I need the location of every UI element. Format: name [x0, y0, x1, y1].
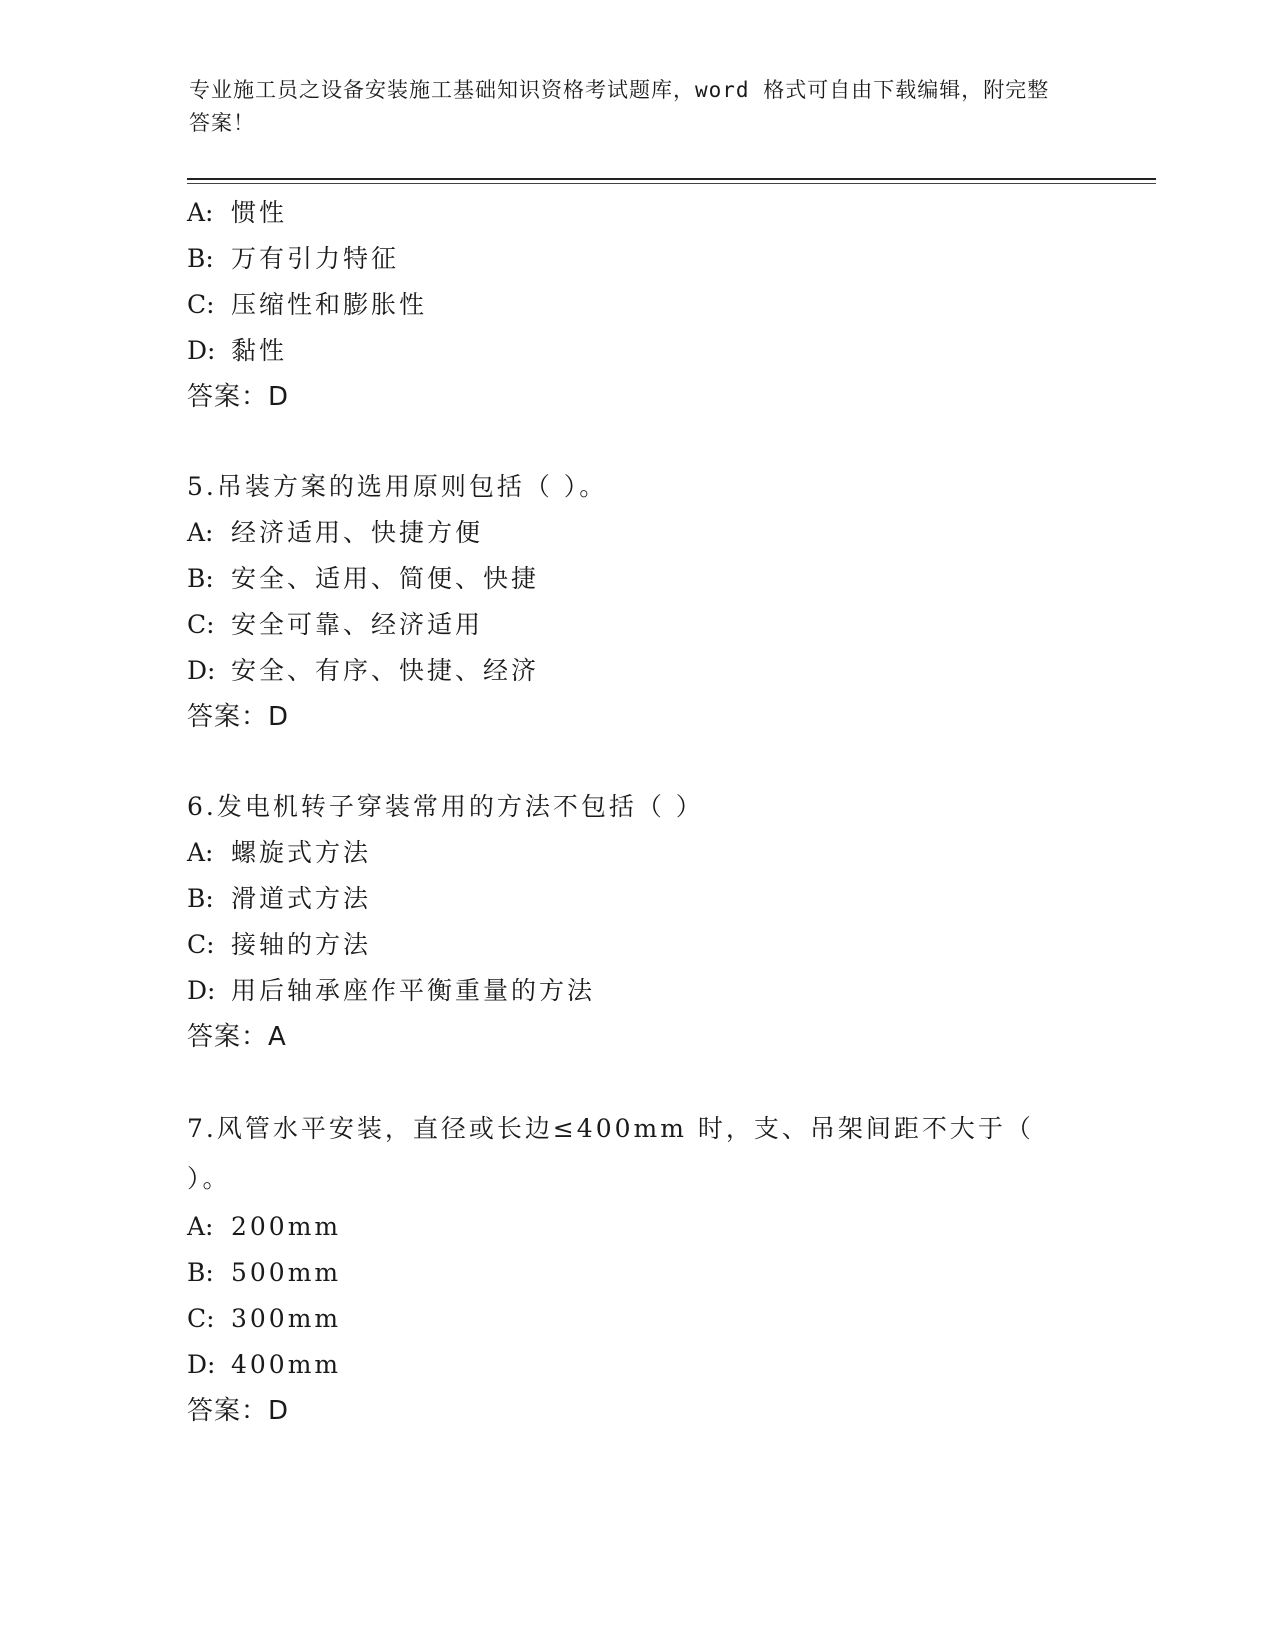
option-a: [187, 1204, 1087, 1250]
option-text: 万有引力特征: [231, 244, 400, 273]
option-text: 黏性: [231, 336, 288, 365]
spacer: [187, 1060, 1087, 1104]
question-5: [187, 464, 1087, 740]
option-text: 惯性: [231, 198, 288, 227]
option-letter: C:: [187, 1304, 215, 1333]
option-letter: C:: [187, 930, 215, 959]
question-list: [187, 190, 1087, 1434]
option-letter: A:: [187, 198, 214, 227]
option-letter: B:: [187, 564, 214, 593]
option-text: 压缩性和膨胀性: [231, 290, 428, 319]
answer-line: 答案：D: [187, 1396, 290, 1426]
option-text: 用后轴承座作平衡重量的方法: [231, 976, 596, 1005]
option-letter: D:: [187, 1350, 216, 1379]
spacer: [187, 740, 1087, 784]
spacer: [187, 420, 1087, 464]
option-c: [187, 1296, 1087, 1342]
option-text: 接轴的方法: [231, 930, 372, 959]
option-letter: C:: [187, 290, 215, 319]
option-letter: D:: [187, 976, 216, 1005]
option-c: [187, 282, 1087, 328]
question-7: [187, 1104, 1087, 1434]
option-text: 300mm: [231, 1304, 342, 1333]
question-stem: 7.风管水平安装，直径或长边≤400mm 时，支、吊架间距不大于（ ）。: [187, 1114, 1034, 1193]
option-c: [187, 922, 1087, 968]
option-d: [187, 968, 1087, 1014]
option-letter: D:: [187, 656, 216, 685]
header-divider-thin: [187, 183, 1156, 184]
option-text: 安全可靠、经济适用: [231, 610, 484, 639]
option-b: [187, 556, 1087, 602]
option-text: 200mm: [231, 1212, 342, 1241]
option-letter: C:: [187, 610, 215, 639]
option-letter: B:: [187, 1258, 214, 1287]
option-a: [187, 190, 1087, 236]
option-letter: A:: [187, 1212, 214, 1241]
option-letter: B:: [187, 244, 214, 273]
option-letter: A:: [187, 838, 214, 867]
question-stem: 5.吊装方案的选用原则包括（ ）。: [187, 472, 608, 501]
option-a: [187, 510, 1087, 556]
question-stem: 6.发电机转子穿装常用的方法不包括（ ）: [187, 792, 704, 821]
option-b: [187, 236, 1087, 282]
document-header: 专业施工员之设备安装施工基础知识资格考试题库，word 格式可自由下载编辑，附完整答案！: [189, 78, 1050, 135]
option-c: [187, 602, 1087, 648]
option-d: [187, 328, 1087, 374]
option-text: 经济适用、快捷方便: [231, 518, 484, 547]
option-letter: B:: [187, 884, 214, 913]
question-6: [187, 784, 1087, 1060]
option-d: [187, 1342, 1087, 1388]
option-b: [187, 876, 1087, 922]
option-text: 螺旋式方法: [231, 838, 372, 867]
option-text: 安全、适用、简便、快捷: [231, 564, 540, 593]
option-text: 400mm: [231, 1350, 342, 1379]
answer-line: 答案：D: [187, 382, 290, 412]
option-b: [187, 1250, 1087, 1296]
header-divider-thick: [187, 178, 1156, 180]
option-text: 滑道式方法: [231, 884, 372, 913]
option-text: 500mm: [231, 1258, 342, 1287]
answer-line: 答案：A: [187, 1022, 287, 1052]
option-d: [187, 648, 1087, 694]
option-letter: A:: [187, 518, 214, 547]
option-text: 安全、有序、快捷、经济: [231, 656, 540, 685]
question-4: [187, 190, 1087, 420]
option-a: [187, 830, 1087, 876]
answer-line: 答案：D: [187, 702, 290, 732]
option-letter: D:: [187, 336, 216, 365]
